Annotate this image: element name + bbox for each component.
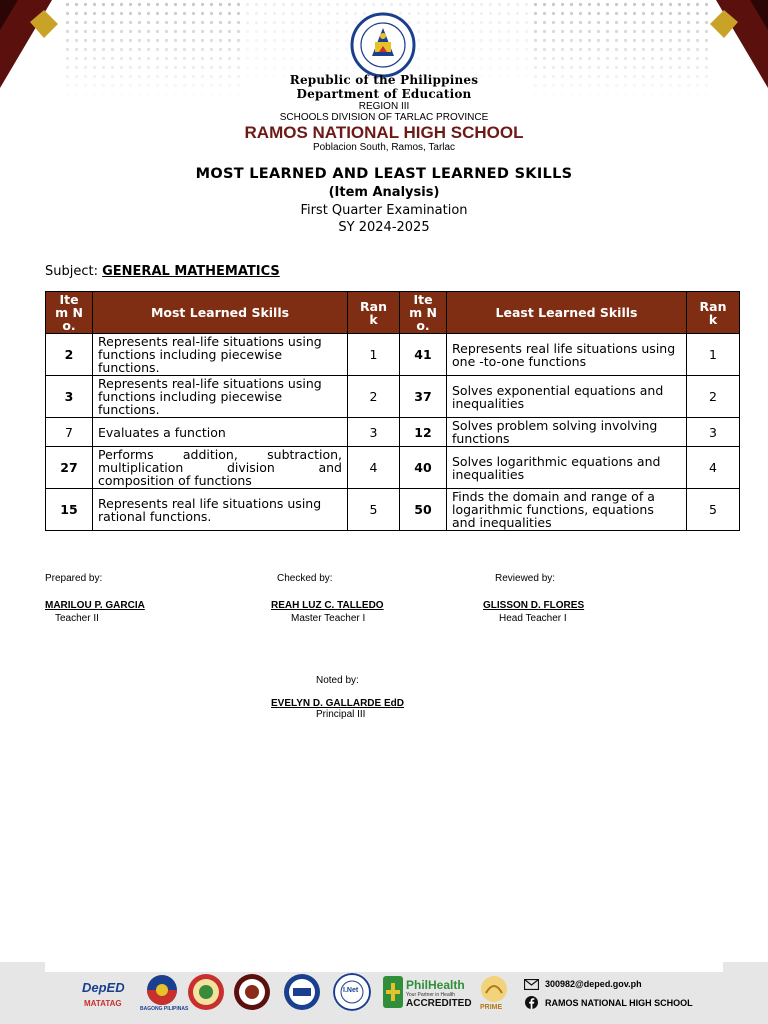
philhealth-text: PhilHealth [406, 978, 465, 992]
school-address: Poblacion South, Ramos, Tarlac [312, 142, 456, 153]
most-skill: Represents real-life situations using functions including piecewise functions. [93, 334, 348, 376]
facebook-page-name[interactable]: RAMOS NATIONAL HIGH SCHOOL [545, 998, 693, 1008]
most-item-no: 2 [46, 334, 93, 376]
most-item-no: 7 [46, 418, 93, 447]
region-line: REGION III [358, 101, 410, 112]
least-item-no: 41 [400, 334, 447, 376]
reviewed-by-name: GLISSON D. FLORES [483, 600, 585, 611]
document-title: MOST LEARNED AND LEAST LEARNED SKILLS [195, 166, 573, 182]
prime-text: PRIME [480, 1004, 503, 1011]
school-name: RAMOS NATIONAL HIGH SCHOOL [244, 123, 524, 142]
noted-by-name: EVELYN D. GALLARDE EdD [271, 698, 404, 709]
exam-name: First Quarter Examination [300, 203, 468, 218]
school-seal-logo [233, 973, 271, 1011]
email-address[interactable]: 300982@deped.gov.ph [545, 979, 642, 989]
checked-by-label: Checked by: [277, 573, 333, 584]
reviewed-by-label: Reviewed by: [495, 573, 556, 584]
bagong-pilipinas-text: BAGONG PILIPINAS [140, 1006, 189, 1012]
table-header-row [46, 292, 740, 334]
philhealth-tagline: Your Partner in Health [406, 992, 456, 998]
most-item-no: 15 [46, 489, 93, 531]
least-item-no: 12 [400, 418, 447, 447]
noted-by-label: Noted by: [316, 675, 359, 686]
table-row [46, 447, 740, 489]
least-rank: 3 [687, 418, 740, 447]
subject-value: GENERAL MATHEMATICS [102, 264, 280, 279]
most-item-no: 27 [46, 447, 93, 489]
least-rank: 1 [687, 334, 740, 376]
checked-by-name: REAH LUZ C. TALLEDO [271, 600, 384, 611]
least-item-no: 40 [400, 447, 447, 489]
header-least-learned: Least Learned Skills [447, 292, 687, 334]
prepared-by-name: MARILOU P. GARCIA [45, 600, 145, 611]
republic-line: Republic of the Philippines [289, 73, 479, 87]
least-skill: Finds the domain and range of a logarithmic functions, equations and inequalities [447, 489, 687, 531]
most-skill: Evaluates a function [93, 418, 348, 447]
least-rank: 5 [687, 489, 740, 531]
prepared-by-position: Teacher II [55, 613, 99, 624]
inet-text: I.Net [343, 987, 359, 994]
table-row [46, 376, 740, 418]
checked-by-position: Master Teacher I [291, 613, 366, 624]
header-most-learned: Most Learned Skills [93, 292, 348, 334]
least-item-no: 50 [400, 489, 447, 531]
skills-table [45, 291, 740, 531]
table-row [46, 334, 740, 376]
least-skill: Represents real life situations using one -to-one functions [447, 334, 687, 376]
accredited-text: ACCREDITED [406, 998, 472, 1009]
most-rank: 5 [348, 489, 400, 531]
subject-label: Subject: [45, 264, 103, 279]
least-item-no: 37 [400, 376, 447, 418]
school-year: SY 2024-2025 [338, 220, 430, 235]
document-subtitle: (Item Analysis) [328, 185, 440, 200]
least-rank: 2 [687, 376, 740, 418]
most-skill: Represents real life situations using rational functions. [93, 489, 348, 531]
least-skill: Solves logarithmic equations and inequalities [447, 447, 687, 489]
division-seal-logo [187, 973, 225, 1011]
most-rank: 3 [348, 418, 400, 447]
email-icon [524, 979, 539, 990]
subject-line [45, 264, 280, 279]
facebook-icon [525, 996, 538, 1009]
deped-seal-logo [346, 12, 420, 78]
table-row [46, 489, 740, 531]
least-skill: Solves problem solving involving functions [447, 418, 687, 447]
deped-logo-text: DepED [82, 980, 125, 995]
table-row [46, 418, 740, 447]
header-rank-least: Rank [687, 292, 740, 334]
most-rank: 1 [348, 334, 400, 376]
most-rank: 4 [348, 447, 400, 489]
header-rank-most: Rank [348, 292, 400, 334]
prime-logo [478, 975, 510, 1005]
least-skill: Solves exponential equations and inequalities [447, 376, 687, 418]
division-line: SCHOOLS DIVISION OF TARLAC PROVINCE [279, 112, 489, 123]
footer-inner-strip [45, 962, 723, 972]
most-rank: 2 [348, 376, 400, 418]
most-skill: Performs addition, subtraction, multiplication division and composition of functions [93, 447, 348, 489]
dgc-logo [283, 973, 321, 1011]
noted-by-position: Principal III [316, 709, 366, 720]
least-rank: 4 [687, 447, 740, 489]
most-skill: Represents real-life situations using functions including piecewise functions. [93, 376, 348, 418]
philhealth-icon [382, 975, 404, 1009]
matatag-logo-text: MATATAG [84, 999, 122, 1008]
header-item-no-most: Item No. [46, 292, 93, 334]
header-item-no-least: Item No. [400, 292, 447, 334]
prepared-by-label: Prepared by: [45, 573, 103, 584]
reviewed-by-position: Head Teacher I [499, 613, 567, 624]
most-item-no: 3 [46, 376, 93, 418]
department-line: Department of Education [296, 87, 472, 101]
